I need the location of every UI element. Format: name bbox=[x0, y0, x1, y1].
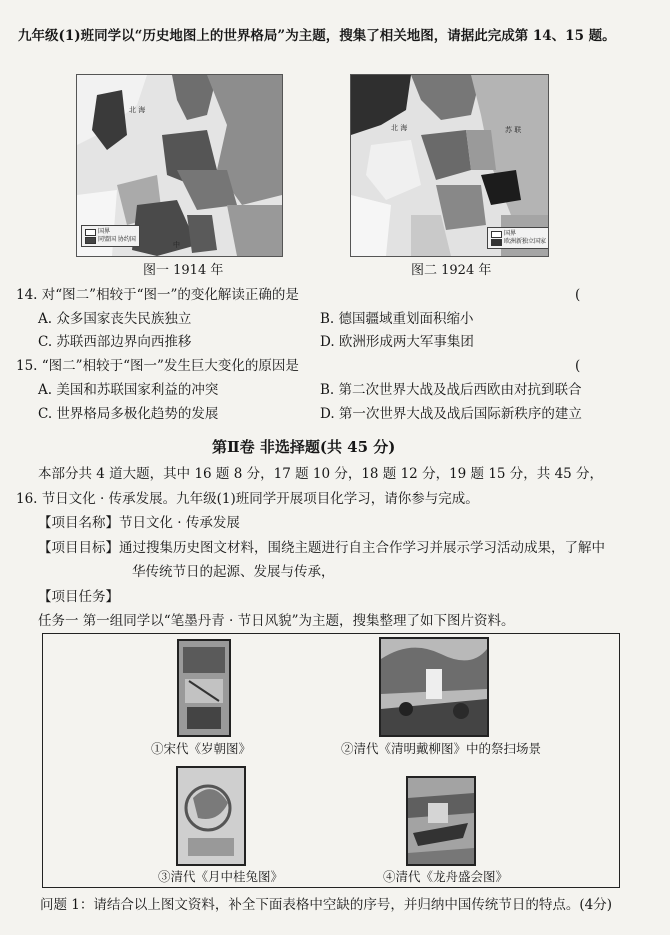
image-caption-3: ③清代《月中桂兔图》 bbox=[158, 869, 284, 884]
q14-option-b[interactable]: B. 德国疆域重划面积缩小 bbox=[320, 311, 474, 327]
q15-stem: 15. “图二”相较于“图一”发生巨大变化的原因是 bbox=[16, 358, 299, 374]
map2-caption: 图二 1924 年 bbox=[411, 263, 492, 278]
legend-item: 欧洲新独立国家 bbox=[504, 238, 547, 245]
image-caption-1: ①宋代《岁朝图》 bbox=[151, 741, 252, 756]
q14-stem: 14. 对“图二”相较于“图一”的变化解读正确的是 bbox=[16, 287, 299, 303]
map-1924 bbox=[350, 74, 549, 257]
map1-caption: 图一 1914 年 bbox=[143, 263, 224, 278]
section2-intro: 本部分共 4 道大题，其中 16 题 8 分，17 题 10 分，18 题 12 分，19 题 15 分，共 45 分， bbox=[38, 466, 604, 482]
q16-stem: 16. 节日文化 · 传承发展。九年级(1)班同学开展项目化学习，请你参与完成。 bbox=[16, 491, 479, 507]
image-caption-2: ②清代《清明戴柳图》中的祭扫场景 bbox=[341, 741, 542, 756]
image-qing-ming-dai-liu-tu bbox=[379, 637, 489, 737]
image-sui-chao-tu bbox=[177, 639, 231, 737]
q15-option-a[interactable]: A. 美国和苏联国家利益的冲突 bbox=[38, 382, 219, 398]
q14-option-a[interactable]: A. 众多国家丧失民族独立 bbox=[38, 311, 192, 327]
map1-sea-label: 北 海 bbox=[129, 106, 146, 114]
q16-project-name: 【项目名称】节日文化 · 传承发展 bbox=[38, 515, 240, 531]
q16-task1: 任务一 第一组同学以“笔墨丹青 · 节日风貌”为主题，搜集整理了如下图片资料。 bbox=[38, 613, 515, 629]
image-yue-zhong-gui-tu-tu bbox=[176, 766, 246, 866]
q16-project-goal-2: 华传统节日的起源、发展与传承， bbox=[132, 564, 335, 580]
image-caption-4: ④清代《龙舟盛会图》 bbox=[383, 869, 509, 884]
section2-title: 第Ⅱ卷 非选择题(共 45 分) bbox=[212, 438, 396, 456]
legend-item: 国界 bbox=[504, 230, 517, 237]
map-1914 bbox=[76, 74, 283, 257]
q14-option-d[interactable]: D. 欧洲形成两大军事集团 bbox=[320, 334, 474, 350]
q15-answer-paren: ( bbox=[575, 358, 581, 374]
legend-item: 同盟国 协约国 bbox=[98, 236, 136, 243]
task1-image-box bbox=[42, 633, 620, 888]
map1-cn-label: 中 bbox=[173, 241, 180, 249]
q15-option-d[interactable]: D. 第一次世界大战及战后国际新秩序的建立 bbox=[320, 406, 582, 422]
q16-question-1: 问题 1：请结合以上图文资料，补全下面表格中空缺的序号，并归纳中国传统节日的特点。(4分) bbox=[40, 897, 613, 913]
intro-text: 九年级(1)班同学以“历史地图上的世界格局”为主题，搜集了相关地图，请据此完成第 14、15 题。 bbox=[18, 28, 616, 44]
map2-sea-label: 北 海 bbox=[391, 124, 408, 132]
q16-project-goal-1: 【项目目标】通过搜集历史图文材料，围绕主题进行自主合作学习并展示学习活动成果，了解中 bbox=[38, 540, 605, 556]
image-long-zhou-sheng-hui-tu bbox=[406, 776, 476, 866]
map2-legend bbox=[487, 227, 549, 249]
q14-option-c[interactable]: C. 苏联西部边界向西推移 bbox=[38, 334, 192, 350]
q15-option-b[interactable]: B. 第二次世界大战及战后西欧由对抗到联合 bbox=[320, 382, 582, 398]
q14-answer-paren: ( bbox=[575, 287, 581, 303]
map1-legend bbox=[81, 225, 140, 247]
map2-ussr-label: 苏 联 bbox=[505, 126, 522, 134]
legend-item: 国界 bbox=[98, 228, 111, 235]
q16-project-tasks: 【项目任务】 bbox=[38, 589, 119, 605]
q15-option-c[interactable]: C. 世界格局多极化趋势的发展 bbox=[38, 406, 219, 422]
